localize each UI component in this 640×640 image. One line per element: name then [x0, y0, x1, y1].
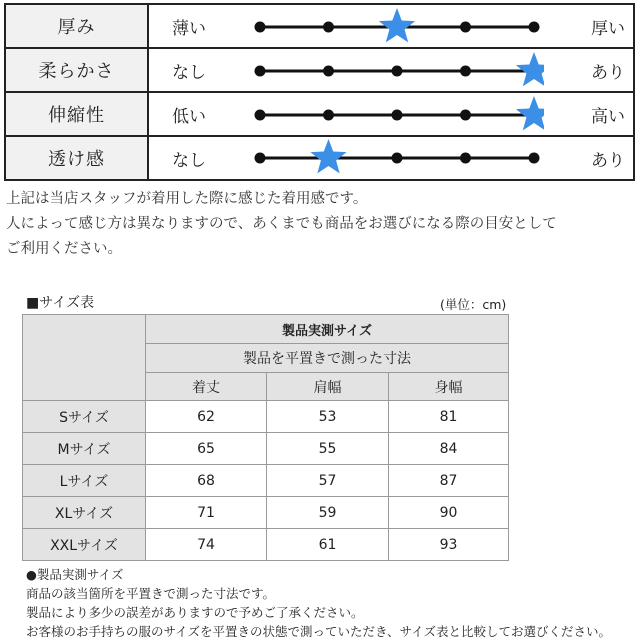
table-row: [23, 401, 509, 433]
table-cell: 71: [146, 497, 267, 529]
feel-left-label: 低い: [172, 106, 206, 127]
table-cell: 74: [146, 529, 267, 561]
row-label: XLサイズ: [23, 497, 146, 529]
feel-right-label: あり: [591, 150, 625, 171]
feel-scale: [244, 5, 544, 49]
feel-left-label: 薄い: [172, 18, 206, 39]
feel-scale: [244, 93, 544, 137]
table-cell: 53: [267, 401, 389, 433]
scale-dot: [460, 110, 471, 121]
scale-dot: [255, 22, 266, 33]
scale-dot: [392, 110, 403, 121]
table-cell: 81: [389, 401, 509, 433]
scale-dot: [323, 66, 334, 77]
feel-label: 伸縮性: [6, 93, 149, 135]
column-header: 着丈: [146, 373, 267, 401]
feel-row-thickness: [6, 5, 633, 49]
table-cell: 84: [389, 433, 509, 465]
scale-dot: [255, 66, 266, 77]
size-table-header-sub: 製品を平置きで測った寸法: [146, 344, 509, 373]
feel-table: [4, 3, 635, 181]
feel-scale: [244, 137, 544, 179]
size-table-corner: [23, 315, 146, 401]
note-line: 人によって感じ方は異なりますので、あくまでも商品をお選びになる際の目安として: [6, 216, 557, 232]
table-row: [23, 433, 509, 465]
table-cell: 57: [267, 465, 389, 497]
footnote-heading: ●製品実測サイズ: [26, 567, 124, 582]
scale-dot: [529, 153, 540, 164]
row-label: Lサイズ: [23, 465, 146, 497]
feel-right-label: 高い: [591, 106, 625, 127]
feel-right-label: あり: [591, 62, 625, 83]
scale-dot: [323, 22, 334, 33]
scale-dot: [460, 66, 471, 77]
table-cell: 55: [267, 433, 389, 465]
column-header: 身幅: [389, 373, 509, 401]
rating-star-icon: [516, 96, 544, 130]
size-table-header-main: 製品実測サイズ: [146, 315, 509, 344]
rating-star-icon: [379, 8, 415, 42]
size-table-unit: (単位：cm): [440, 297, 507, 312]
rating-star-icon: [310, 139, 346, 173]
feel-scale: [244, 49, 544, 93]
feel-label: 厚み: [6, 5, 149, 47]
row-label: XXLサイズ: [23, 529, 146, 561]
feel-left-label: なし: [172, 150, 206, 171]
note-line: 上記は当店スタッフが着用した際に感じた着用感です。: [6, 191, 368, 207]
row-label: Mサイズ: [23, 433, 146, 465]
table-cell: 87: [389, 465, 509, 497]
scale-dot: [255, 110, 266, 121]
scale-dot: [392, 153, 403, 164]
table-cell: 65: [146, 433, 267, 465]
note-line: ご利用ください。: [6, 241, 122, 257]
scale-dot: [255, 153, 266, 164]
size-table-title: ■サイズ表: [26, 295, 95, 311]
table-cell: 61: [267, 529, 389, 561]
scale-dot: [323, 110, 334, 121]
footnote-line: 製品により多少の誤差がありますので予めご了承ください。: [26, 605, 364, 620]
footnote-line: お客様のお手持ちの服のサイズを平置きの状態で測っていただき、サイズ表と比較してお選びください。: [26, 624, 612, 639]
table-row: [23, 529, 509, 561]
table-cell: 90: [389, 497, 509, 529]
column-header: 肩幅: [267, 373, 389, 401]
feel-row-softness: [6, 49, 633, 93]
feel-right-label: 厚い: [591, 18, 625, 39]
footnote-line: 商品の該当箇所を平置きで測った寸法です。: [26, 586, 276, 601]
feel-label: 柔らかさ: [6, 49, 149, 91]
table-cell: 93: [389, 529, 509, 561]
table-row: [23, 497, 509, 529]
row-label: Sサイズ: [23, 401, 146, 433]
table-cell: 68: [146, 465, 267, 497]
scale-dot: [392, 66, 403, 77]
scale-dot: [460, 22, 471, 33]
feel-row-sheerness: [6, 137, 633, 179]
table-row: [23, 465, 509, 497]
feel-row-stretch: [6, 93, 633, 137]
scale-dot: [460, 153, 471, 164]
rating-star-icon: [516, 52, 544, 86]
table-cell: 62: [146, 401, 267, 433]
feel-left-label: なし: [172, 62, 206, 83]
table-cell: 59: [267, 497, 389, 529]
feel-label: 透け感: [6, 137, 149, 179]
size-table: [22, 314, 509, 561]
scale-dot: [529, 22, 540, 33]
